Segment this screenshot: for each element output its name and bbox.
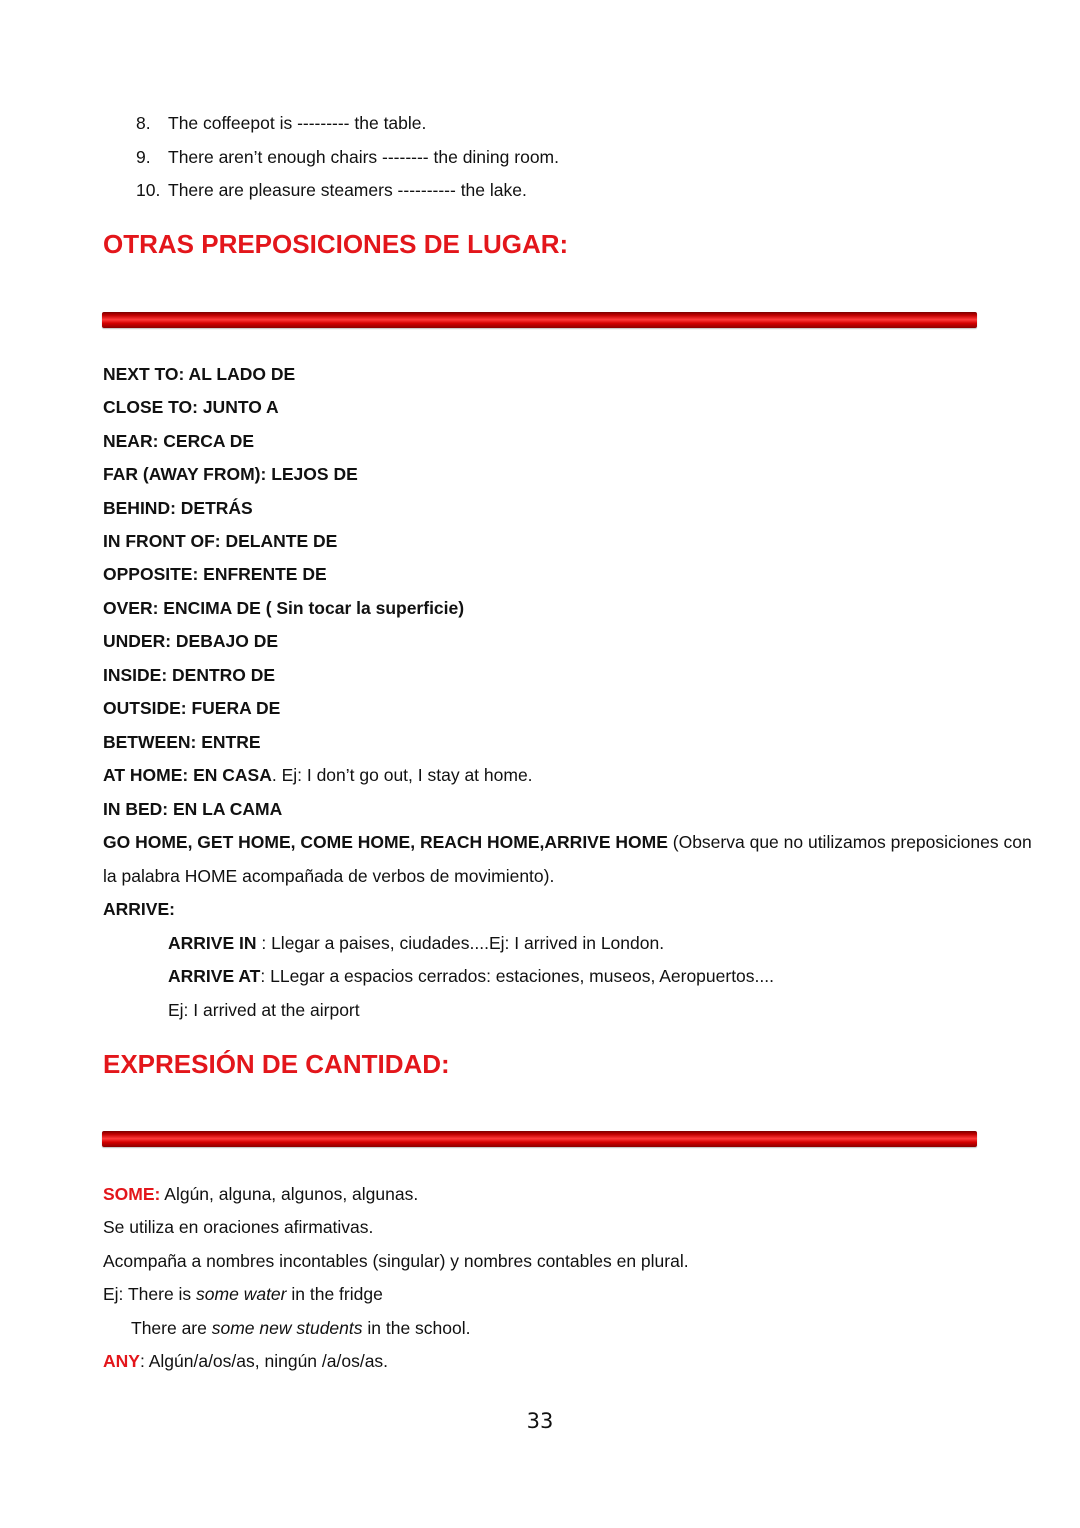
any-entry (103, 1350, 388, 1372)
exercise-item (136, 112, 426, 134)
explanation: : Llegar a paises, ciudades....Ej: I arrived in London. (256, 933, 665, 953)
arrive-label: ARRIVE: (103, 899, 175, 919)
preposition-entry: NEXT TO: AL LADO DE (103, 364, 296, 384)
arrive-at-entry (168, 965, 774, 987)
preposition-entry: INSIDE: DENTRO DE (103, 665, 276, 685)
in-bed-entry: IN BED: EN LA CAMA (103, 799, 283, 819)
term: AT HOME: EN CASA (103, 765, 272, 785)
example-text: in the fridge (286, 1284, 383, 1304)
go-home-continuation: la palabra HOME acompañada de verbos de movimiento). (103, 866, 555, 886)
section-divider (102, 312, 977, 328)
explanation: (Observa que no utilizamos preposiciones con (667, 832, 1032, 852)
term: ARRIVE AT (168, 966, 261, 986)
some-usage: Acompaña a nombres incontables (singular) y nombres contables en plural. (103, 1251, 689, 1271)
explanation: . Ej: I don’t go out, I stay at home. (271, 765, 533, 785)
arrive-example: Ej: I arrived at the airport (168, 1000, 360, 1020)
go-home-entry (103, 831, 1032, 853)
preposition-entry: BETWEEN: ENTRE (103, 732, 261, 752)
preposition-entry: BEHIND: DETRÁS (103, 498, 253, 518)
some-example (131, 1317, 471, 1339)
preposition-entry: UNDER: DEBAJO DE (103, 631, 279, 651)
preposition-entry: OUTSIDE: FUERA DE (103, 698, 281, 718)
section-divider (102, 1131, 977, 1147)
example-text: Ej: There is (103, 1284, 197, 1304)
preposition-entry: OVER: ENCIMA DE ( Sin tocar la superficie) (103, 598, 465, 618)
preposition-entry: CLOSE TO: JUNTO A (103, 397, 279, 417)
explanation: : Algún/a/os/as, ningún /a/os/as. (139, 1351, 389, 1371)
item-number: 9. (136, 147, 151, 167)
some-usage: Se utiliza en oraciones afirmativas. (103, 1217, 374, 1237)
preposition-entry: FAR (AWAY FROM): LEJOS DE (103, 464, 358, 484)
term: ARRIVE IN (168, 933, 257, 953)
preposition-entry: NEAR: CERCA DE (103, 431, 255, 451)
term: SOME: (103, 1184, 161, 1204)
explanation: Algún, alguna, algunos, algunas. (160, 1184, 419, 1204)
preposition-entry: IN FRONT OF: DELANTE DE (103, 531, 338, 551)
page-number: 33 (526, 1409, 554, 1433)
exercise-item (136, 179, 527, 201)
example-emphasis: some new students (211, 1318, 363, 1338)
at-home-entry (103, 764, 533, 786)
explanation: : LLegar a espacios cerrados: estaciones, museos, Aeropuertos.... (260, 966, 774, 986)
example-text: in the school. (362, 1318, 471, 1338)
term: GO HOME, GET HOME, COME HOME, REACH HOME,ARRIVE HOME (103, 832, 668, 852)
item-text: There are pleasure steamers ---------- the lake. (168, 180, 527, 200)
item-number: 10. (136, 180, 161, 200)
some-example (103, 1283, 383, 1305)
section-heading: OTRAS PREPOSICIONES DE LUGAR: (103, 229, 569, 259)
some-entry (103, 1183, 418, 1205)
section-heading: EXPRESIÓN DE CANTIDAD: (103, 1049, 450, 1079)
term: ANY (103, 1351, 140, 1371)
item-text: The coffeepot is --------- the table. (168, 113, 427, 133)
exercise-item (136, 146, 559, 168)
preposition-entry: OPPOSITE: ENFRENTE DE (103, 564, 327, 584)
example-emphasis: some water (196, 1284, 287, 1304)
item-number: 8. (136, 113, 151, 133)
arrive-in-entry (168, 932, 664, 954)
example-text: There are (131, 1318, 212, 1338)
item-text: There aren’t enough chairs -------- the dining room. (168, 147, 559, 167)
